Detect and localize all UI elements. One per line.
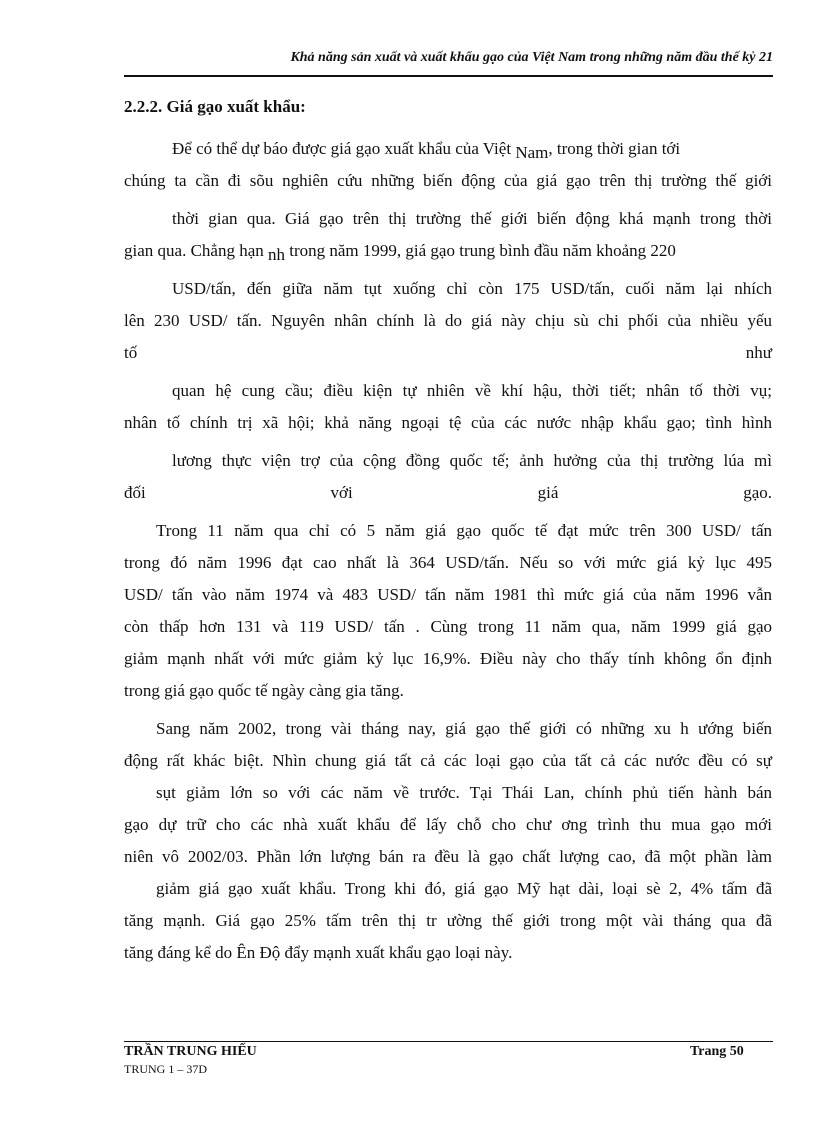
p1-line-7-a: tố — [124, 343, 138, 362]
p1-line-11: đối với giá gạo. — [124, 483, 772, 502]
p2-line-4: còn thấp hơn 131 và 119 USD/ tấn . Cùng trong 11 năm qua, năm 1999 giá gạo — [124, 617, 772, 636]
section-heading: 2.2.2. Giá gạo xuất khẩu: — [124, 97, 306, 116]
p2-line-2: trong đó năm 1996 đạt cao nhất là 364 USD/tấn. Nếu so với mức giá kỷ lục 495 — [124, 553, 772, 572]
p1-line-1 — [124, 133, 772, 165]
p1-line-4-b: nh — [268, 245, 285, 264]
footer-author: TRẦN TRUNG HIẾU — [124, 1044, 257, 1059]
p3-line-6: giảm giá gạo xuất khẩu. Trong khi đó, giá gạo Mỹ hạt dài, loại sè 2, 4% tấm đã — [156, 879, 772, 898]
p2-line-5: giảm mạnh nhất với mức giảm kỷ lục 16,9%. Điều này cho thấy tính không ổn định — [124, 649, 772, 668]
p2-line-3: USD/ tấn vào năm 1974 và 483 USD/ tấn năm 1981 thì mức giá của năm 1996 vẫn — [124, 585, 772, 604]
p2-line-6: trong giá gạo quốc tế ngày càng gia tăng. — [124, 681, 404, 700]
p3-line-4: gạo dự trữ cho các nhà xuất khẩu để lấy chỗ cho chư ơng trình thu mua gạo mới — [124, 815, 772, 834]
footer-class: TRUNG 1 – 37D — [124, 1062, 207, 1076]
p1-line-9: nhân tố chính trị xã hội; khả năng ngoại tệ của các nước nhập khẩu gạo; tình hình — [124, 413, 772, 432]
p3-line-7: tăng mạnh. Giá gạo 25% tấm trên thị tr ường thế giới trong một vài tháng qua đã — [124, 911, 772, 930]
p1-line-1-a: Để có thể dự báo được giá gạo xuất khẩu của Việt — [172, 139, 516, 158]
p3-line-2: động rất khác biệt. Nhìn chung giá tất cả các loại gạo của tất cả các nước đều có sự — [124, 751, 772, 770]
p3-line-5: niên vô 2002/03. Phần lớn lượng bán ra đều là gạo chất lượng cao, đã một phần làm — [124, 847, 772, 866]
p1-line-1-c: , trong thời gian tới — [548, 139, 681, 158]
p1-line-10: lương thực viện trợ của cộng đồng quốc tế; ảnh hưởng của thị trường lúa mì — [172, 451, 772, 470]
p1-line-3: thời gian qua. Giá gạo trên thị trường thế giới biến động khá mạnh trong thời — [172, 209, 772, 228]
p1-line-4-a: gian qua. Chẳng hạn — [124, 241, 268, 260]
p1-line-1-b: Nam — [515, 143, 549, 162]
p3-line-3: sụt giảm lớn so với các năm về trước. Tại Thái Lan, chính phủ tiến hành bán — [156, 783, 772, 802]
p1-line-4-c: trong năm 1999, giá gạo trung bình đầu năm khoảng 220 — [285, 241, 676, 260]
running-header: Khả năng sản xuất và xuất khẩu gạo của Việt Nam trong những năm đầu thế kỷ 21 — [290, 50, 773, 65]
p1-line-4 — [124, 235, 772, 267]
p2-line-1: Trong 11 năm qua chỉ có 5 năm giá gạo quốc tế đạt mức trên 300 USD/ tấn — [156, 521, 772, 540]
p1-line-8: quan hệ cung cầu; điều kiện tự nhiên về khí hậu, thời tiết; nhân tố thời vụ; — [172, 381, 772, 400]
p3-line-1: Sang năm 2002, trong vài tháng nay, giá gạo thế giới có những xu h ướng biến — [156, 719, 772, 738]
p1-line-7 — [124, 337, 772, 369]
header-divider — [124, 75, 773, 77]
p1-line-6: lên 230 USD/ tấn. Nguyên nhân chính là do giá này chịu sù chi phối của nhiều yếu — [124, 311, 772, 330]
p1-line-5: USD/tấn, đến giữa năm tụt xuống chỉ còn 175 USD/tấn, cuối năm lại nhích — [172, 279, 772, 298]
p1-line-2: chúng ta cần đi sõu nghiên cứu những biến động của giá gạo trên thị trường thế giới — [124, 171, 772, 190]
footer-page-number: Trang 50 — [690, 1044, 744, 1059]
p3-line-8: tăng đáng kể do Ên Độ đẩy mạnh xuất khẩu gạo loại này. — [124, 943, 513, 962]
p1-line-7-b: như — [745, 343, 772, 362]
footer-divider — [124, 1041, 773, 1042]
body-text — [124, 133, 772, 969]
